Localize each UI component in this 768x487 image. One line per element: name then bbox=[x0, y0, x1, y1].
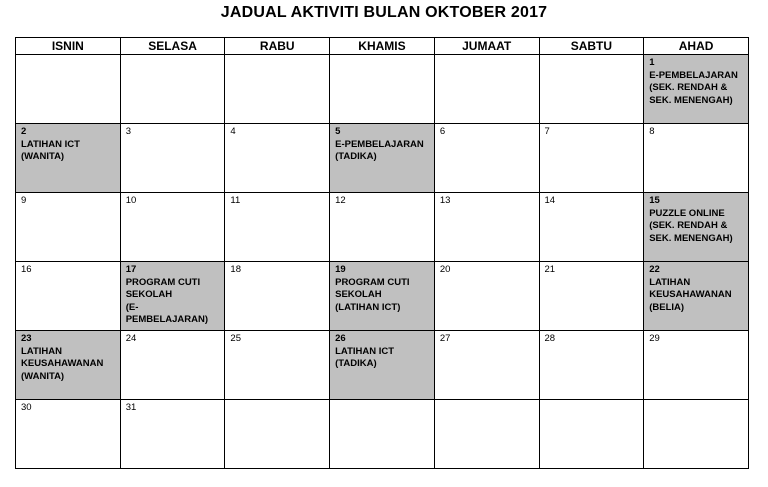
day-number: 3 bbox=[125, 126, 131, 137]
day-number: 17 bbox=[125, 264, 137, 275]
calendar-day-cell bbox=[539, 55, 644, 124]
calendar-day-cell bbox=[434, 331, 539, 400]
calendar-day-cell bbox=[330, 262, 435, 331]
calendar-day-cell bbox=[225, 55, 330, 124]
event-label: E-PEMBELAJARAN (TADIKA) bbox=[335, 138, 424, 162]
calendar-day-cell bbox=[644, 262, 749, 331]
day-number: 15 bbox=[649, 195, 660, 206]
day-number: 2 bbox=[21, 126, 27, 137]
day-header: AHAD bbox=[644, 38, 749, 55]
event-label: E-PEMBELAJARAN (SEK. RENDAH & SEK. MENENGAH) bbox=[649, 69, 738, 106]
calendar-day-cell bbox=[16, 400, 121, 469]
calendar-day-cell bbox=[434, 262, 539, 331]
calendar-day-cell bbox=[120, 400, 225, 469]
day-header: KHAMIS bbox=[330, 38, 435, 55]
calendar-day-cell bbox=[120, 262, 225, 331]
day-number: 4 bbox=[230, 126, 236, 137]
day-number: 10 bbox=[125, 195, 137, 206]
calendar-day-cell bbox=[330, 331, 435, 400]
day-number: 13 bbox=[439, 195, 451, 206]
calendar-day-cell bbox=[16, 55, 121, 124]
calendar-week-row bbox=[16, 124, 749, 193]
calendar-day-cell bbox=[225, 400, 330, 469]
calendar-day-cell bbox=[330, 193, 435, 262]
calendar-day-cell bbox=[225, 124, 330, 193]
page-title: JADUAL AKTIVITI BULAN OKTOBER 2017 bbox=[220, 4, 548, 21]
event-label: PROGRAM CUTI SEKOLAH (LATIHAN ICT) bbox=[335, 276, 410, 313]
calendar-week-row bbox=[16, 400, 749, 469]
event-label: LATIHAN ICT (TADIKA) bbox=[335, 345, 395, 369]
calendar-day-cell bbox=[434, 124, 539, 193]
calendar-day-cell bbox=[16, 262, 121, 331]
day-number: 25 bbox=[230, 333, 241, 344]
calendar-day-cell bbox=[644, 193, 749, 262]
calendar-week-row bbox=[16, 55, 749, 124]
calendar-week-row bbox=[16, 193, 749, 262]
calendar-day-cell bbox=[644, 331, 749, 400]
day-header: RABU bbox=[225, 38, 330, 55]
calendar-day-cell bbox=[225, 262, 330, 331]
calendar-day-cell bbox=[434, 55, 539, 124]
calendar-day-cell bbox=[539, 400, 644, 469]
day-number: 29 bbox=[649, 333, 660, 344]
calendar-week-row bbox=[16, 331, 749, 400]
calendar-week-row bbox=[16, 262, 749, 331]
calendar-table bbox=[15, 37, 749, 469]
calendar-day-cell bbox=[539, 262, 644, 331]
day-number: 9 bbox=[21, 195, 27, 206]
day-number: 18 bbox=[230, 264, 241, 275]
day-number: 8 bbox=[649, 126, 655, 137]
calendar-day-cell bbox=[120, 193, 225, 262]
day-number: 21 bbox=[544, 264, 556, 275]
day-number: 22 bbox=[649, 264, 660, 275]
calendar-day-cell bbox=[16, 193, 121, 262]
calendar-day-cell bbox=[120, 331, 225, 400]
calendar-day-cell bbox=[225, 331, 330, 400]
calendar-day-cell bbox=[434, 193, 539, 262]
day-header: JUMAAT bbox=[434, 38, 539, 55]
day-number: 11 bbox=[230, 195, 241, 206]
day-number: 20 bbox=[439, 264, 451, 275]
event-label: LATIHAN KEUSAHAWANAN (BELIA) bbox=[649, 276, 732, 313]
calendar-day-cell bbox=[16, 124, 121, 193]
event-label: PUZZLE ONLINE (SEK. RENDAH & SEK. MENENGAH) bbox=[649, 207, 733, 244]
calendar-day-cell bbox=[644, 55, 749, 124]
day-number: 30 bbox=[21, 402, 32, 413]
day-number: 1 bbox=[649, 57, 655, 68]
event-label: LATIHAN KEUSAHAWANAN (WANITA) bbox=[21, 345, 104, 382]
calendar-day-cell bbox=[644, 400, 749, 469]
calendar-day-cell bbox=[434, 400, 539, 469]
calendar-header-row bbox=[16, 38, 749, 55]
calendar-day-cell bbox=[644, 124, 749, 193]
event-label: LATIHAN ICT (WANITA) bbox=[21, 138, 80, 162]
calendar-day-cell bbox=[120, 55, 225, 124]
calendar-day-cell bbox=[225, 193, 330, 262]
day-number: 5 bbox=[335, 126, 341, 137]
calendar-day-cell bbox=[539, 331, 644, 400]
calendar-day-cell bbox=[539, 124, 644, 193]
day-number: 28 bbox=[544, 333, 556, 344]
day-header: SABTU bbox=[539, 38, 644, 55]
calendar-day-cell bbox=[330, 124, 435, 193]
day-number: 14 bbox=[544, 195, 556, 206]
calendar-day-cell bbox=[330, 400, 435, 469]
day-header: SELASA bbox=[120, 38, 225, 55]
event-label: PROGRAM CUTI SEKOLAH (E-PEMBELAJARAN) bbox=[125, 276, 209, 325]
calendar-day-cell bbox=[330, 55, 435, 124]
calendar-day-cell bbox=[539, 193, 644, 262]
day-number: 24 bbox=[125, 333, 137, 344]
day-header: ISNIN bbox=[16, 38, 121, 55]
day-number: 7 bbox=[544, 126, 550, 137]
calendar-day-cell bbox=[16, 331, 121, 400]
day-number: 6 bbox=[439, 126, 446, 137]
day-number: 12 bbox=[335, 195, 346, 206]
day-number: 16 bbox=[21, 264, 32, 275]
day-number: 23 bbox=[21, 333, 32, 344]
day-number: 27 bbox=[439, 333, 451, 344]
calendar-body bbox=[16, 55, 749, 469]
day-number: 19 bbox=[335, 264, 346, 275]
calendar-day-cell bbox=[120, 124, 225, 193]
day-number: 31 bbox=[125, 402, 137, 413]
day-number: 26 bbox=[335, 333, 346, 344]
